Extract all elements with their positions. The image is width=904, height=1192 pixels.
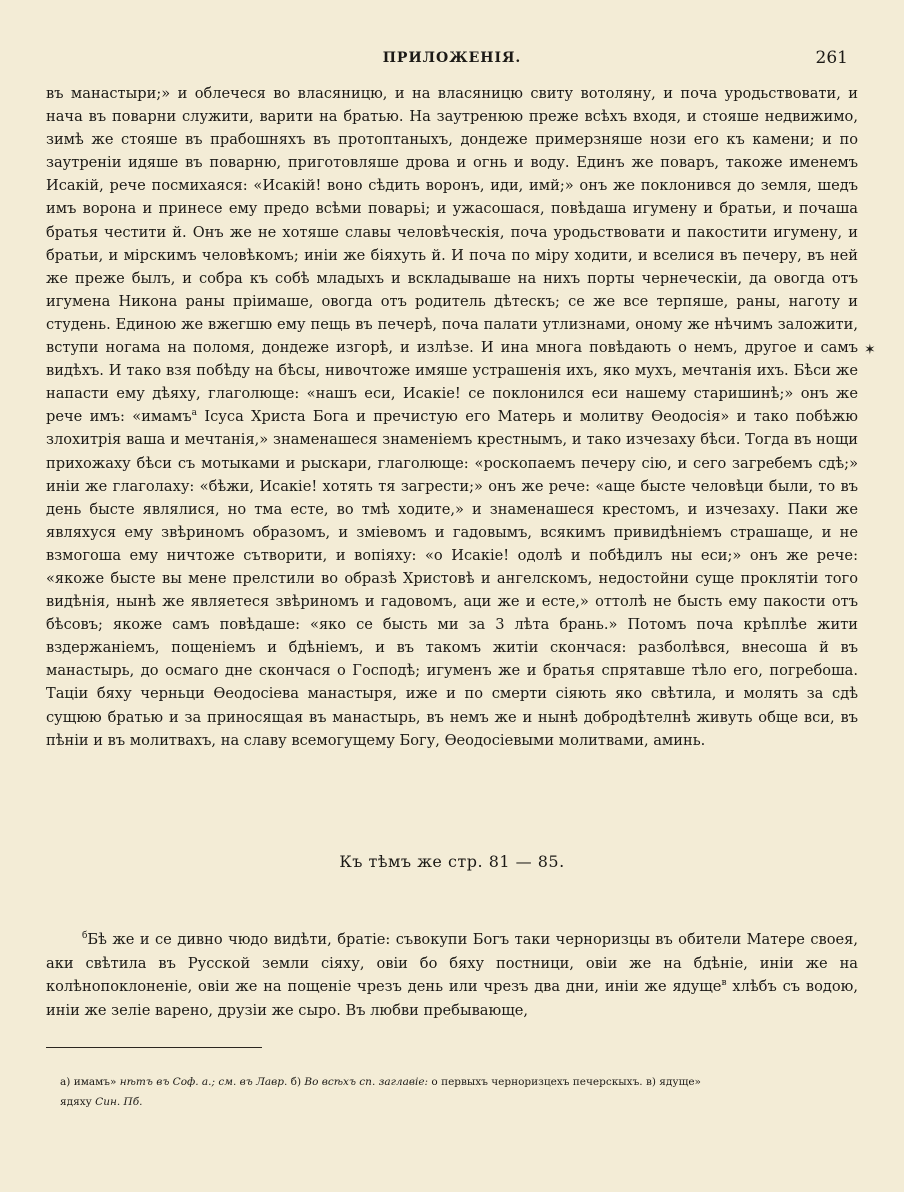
- footnote-marker-a: а: [191, 408, 197, 419]
- paragraph-2-block: [46, 928, 858, 1022]
- page-number: 261: [815, 48, 848, 68]
- paragraph-1-continuation: Ісуса Христа Бога и пречистую его Матерь и молитву Өеодосія» и тако побѣжю злохитрія ваша и мечтанія,» знаменашеся знаменіемъ крестнымъ, и тако изчезаху бѣси. Тогда въ нощи прихожаху бѣси съ мотыками и рыскари, глаголюще: «роскопаемъ печеру сію, и сего загребемъ сдѣ;» иніи же глаголаху: «бѣжи, Исакіе! хотять тя загрести;» онъ же рече: «аще бысте человѣци были, то въ день бысте являлися, но тма есте, во тмѣ ходите,» и знаменашеся крестомъ, и изчезаху. Паки же являхуся ему звѣриномъ образомъ, и зміевомъ и гадовымъ, всякимъ привидѣніемъ страшаще, и не взмогоша ему ничтоже сътворити, и вопіяху: «о Исакіе! одолѣ и побѣдилъ ны еси;» онъ же рече: «якоже бысте вы мене прелстили во образѣ Христовѣ и ангелскомъ, недостойни суще проклятіи того видѣнія, нынѣ же являетеся звѣриномъ и гадовомъ, аци же и есте,» оттолѣ не бысть ему пакости отъ бѣсовъ; якоже самъ повѣдаше: «яко се бысть ми за 3 лѣта брань.» Потомъ поча крѣплѣе жити вздержаніемъ, пощеніемъ и бдѣніемъ, и въ такомъ житіи скончася: разболѣвся, внесоша й въ манастырь, до осмаго дне скончася о Господѣ; игуменъ же и братья спрятавше тѣло его, погребоша. Таціи бяху черньци Өеодосіева манастыря, иже и по смерти сіяють яко свѣтила, и молять за сдѣ сущюю братью и за приносящая въ манастырь, въ немъ же и нынѣ добродѣтелнѣ живуть обще вси, въ пѣніи и въ молитвахъ, на славу всемогущему Богу, Өеодосіевыми молитвами, аминь.: [46, 408, 858, 749]
- footnote-marker-v: в: [721, 978, 727, 989]
- paragraph-1: [46, 82, 858, 752]
- paragraph-2: [46, 928, 858, 1022]
- paragraph-1-text: въ манастыри;» и облечеся во власяницю, и на власяницю свиту вотоляну, и поча уродьствовати, и нача въ поварни служити, варити на братью. На заутренюю преже всѣхъ входя, и стояше недвижимо, зимѣ же стояше въ прабошняхъ въ протоптаныхъ, дондеже примерзняше нози его къ камени; и по заутреніи идяше въ поварню, приготовляше дрова и огнь и воду. Единъ же поваръ, такоже именемъ Исакій, рече посмихаяся: «Исакій! воно сѣдить воронъ, иди, имй;» онъ же поклонився до земля, шедъ имъ ворона и принесе ему предо всѣми поварьі; и ужасошася, повѣдаша игумену и братьи, и почаша братья честити й. Онъ же не хотяше славы человѣческія, поча уродьствовати и пакостити игумену, и братьи, и мірскимъ человѣкомъ; иніи же біяхуть й. И поча по міру ходити, и вселися въ печеру, въ ней же преже былъ, и собра къ собѣ младыхъ и вскладываше на нихъ порты чернеческіи, да овогда отъ игумена Никона раны пріимаше, овогда отъ родитель дѣтескъ; се же все терпяше, раны, наготу и студень. Единою же вжегшю ему пещь въ печерѣ, поча палати утлизнами, оному же нѣчимъ заложити, вступи ногама на поломя, дондеже изгорѣ, и излѣзе. И ина многа повѣдають о немъ, другое и самъ видѣхъ. И тако взя побѣду на бѣсы, нивочтоже имяше устрашенія ихъ, яко мухъ, мечтанія ихъ. Бѣси же напасти ему дѣяху, глаголюще: «нашъ еси, Исакіе! се поклонился еси нашему старишинѣ;» онъ же рече имъ: «имамъ: [46, 85, 858, 426]
- footnotes: [60, 1072, 860, 1112]
- main-text-block: [46, 82, 858, 752]
- footnote-b-note: Во всѣхъ сп. заглавіе:: [304, 1076, 429, 1088]
- footnote-b-text: о первыхъ черноризцехъ печерскыхъ.: [431, 1076, 643, 1088]
- footnote-v-text: ядяху: [60, 1096, 92, 1108]
- paragraph-2-text-b: хлѣбъ съ водою, иніи же зеліе варено, друзіи же сыро. Въ любви пребывающе,: [46, 978, 858, 1019]
- footnote-marker-b: б: [82, 931, 88, 942]
- footnote-divider: [46, 1047, 262, 1048]
- footnote-b-label: б): [290, 1076, 302, 1088]
- running-title: ПРИЛОЖЕНІЯ.: [382, 50, 522, 66]
- footnote-line-1: [60, 1072, 860, 1092]
- section-heading: Къ тѣмъ же стр. 81 — 85.: [339, 852, 565, 871]
- footnote-a-note: нѣтъ въ Соф. а.; см. въ Лавр.: [119, 1076, 288, 1088]
- footnote-v-note: Син. Пб.: [95, 1096, 143, 1108]
- footnote-line-2: [60, 1092, 860, 1112]
- footnote-v-label: в) ядуще»: [645, 1076, 701, 1088]
- margin-mark-icon: ✶: [864, 342, 876, 358]
- paragraph-2-text-a: Бѣ же и се дивно чюдо видѣти, братіе: съвокупи Богъ таки черноризцы въ обители Матере своея, аки свѣтила въ Русской земли сіяху, овіи бо бяху постници, овіи же на бдѣніе, иніи же на колѣнопоклоненіе, овіи же на пощеніе чрезъ день или чрезъ два дни, иніи же ядуще: [46, 931, 858, 996]
- footnote-a-label: а) имамъ»: [60, 1076, 117, 1088]
